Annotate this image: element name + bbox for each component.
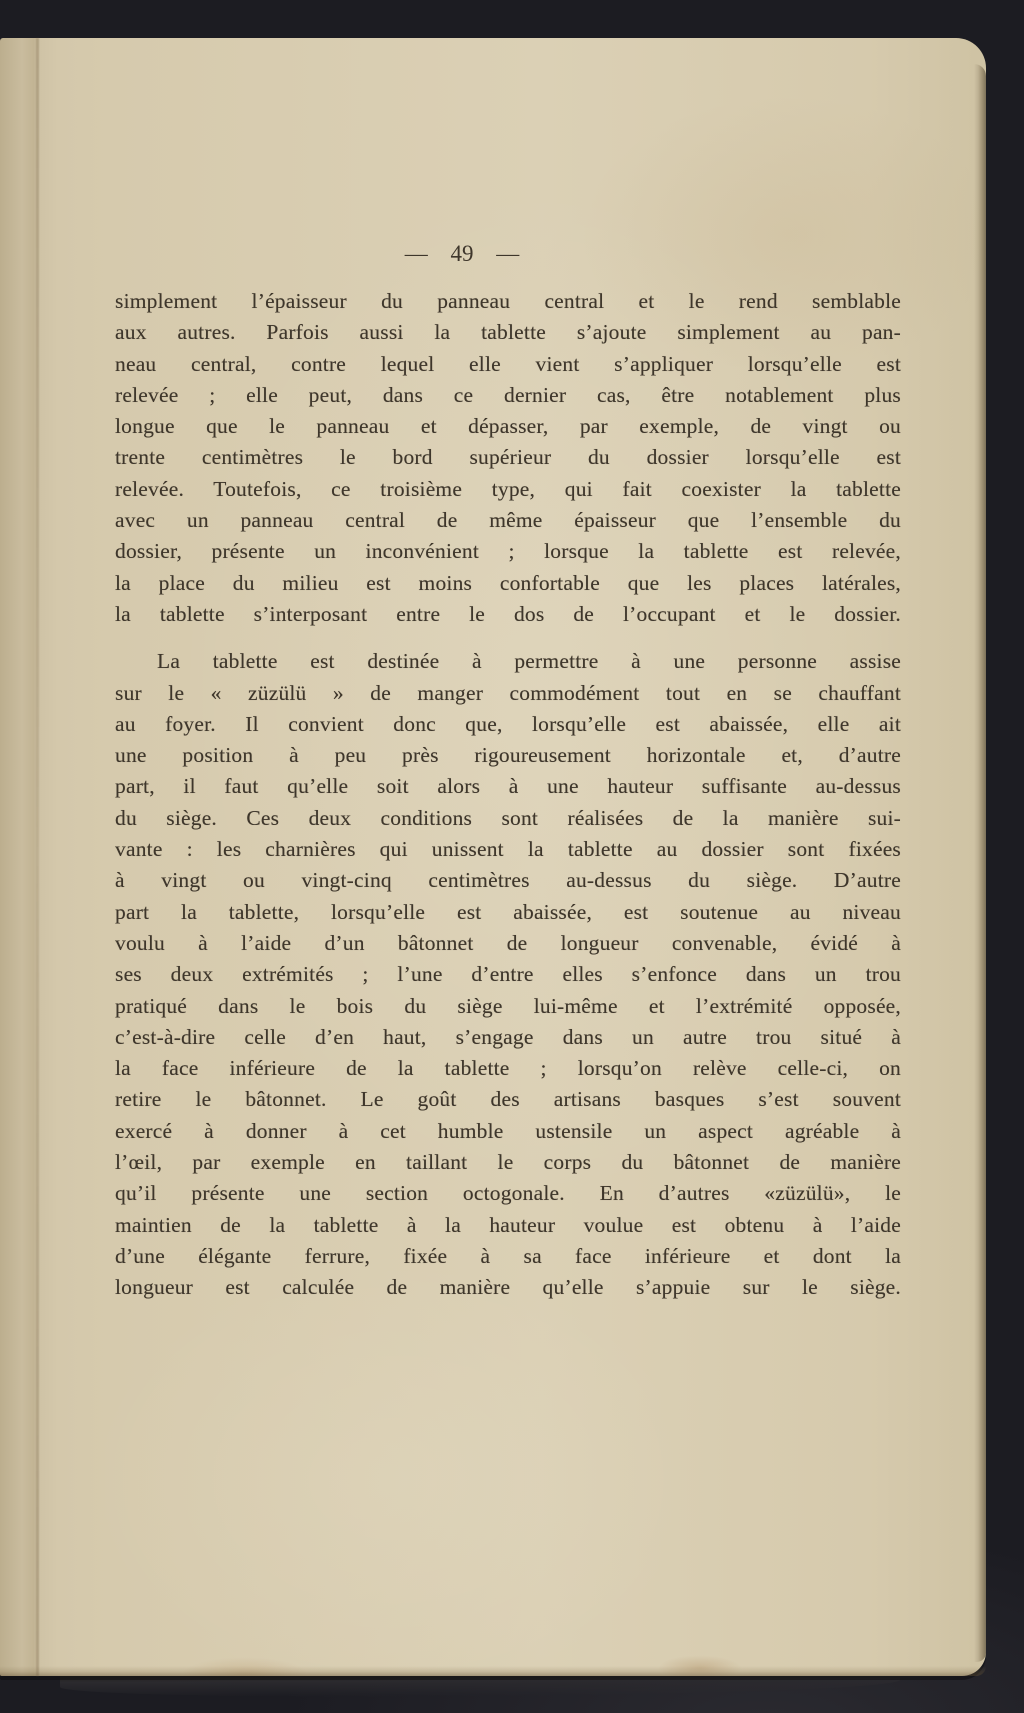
text-line: voulu à l’aide d’un bâtonnet de longueur convenable, évidé à <box>115 930 901 955</box>
text-line: pratiqué dans le bois du siège lui-même et l’extrémité opposée, <box>115 993 901 1018</box>
body-text <box>115 286 901 1304</box>
text-line: dossier, présente un inconvénient ; lorsque la tablette est relevée, <box>115 539 901 564</box>
text-line: relevée ; elle peut, dans ce dernier cas, être notablement plus <box>115 382 901 407</box>
text-line: La tablette est destinée à permettre à une personne assise <box>157 649 901 674</box>
text-line: exercé à donner à cet humble ustensile un aspect agréable à <box>115 1118 901 1143</box>
paragraph <box>115 646 901 1303</box>
text-line: relevée. Toutefois, ce troisième type, qui fait coexister la tablette <box>115 476 901 501</box>
page-bottom-edge <box>0 1666 986 1676</box>
text-line: d’une élégante ferrure, fixée à sa face inférieure et dont la <box>115 1243 901 1268</box>
text-line: trente centimètres le bord supérieur du dossier lorsqu’elle est <box>115 445 901 470</box>
text-line: une position à peu près rigoureusement horizontale et, d’autre <box>115 743 901 768</box>
text-line: c’est-à-dire celle d’en haut, s’engage dans un autre trou situé à <box>115 1024 901 1049</box>
page-stack-edge <box>974 64 986 1662</box>
page-content <box>115 238 901 1304</box>
page-number: — 49 — <box>404 241 520 266</box>
text-line: ses deux extrémités ; l’une d’entre elles s’enfonce dans un trou <box>115 962 901 987</box>
book-page <box>0 38 986 1676</box>
text-line: neau central, contre lequel elle vient s’appliquer lorsqu’elle est <box>115 351 901 376</box>
text-line: maintien de la tablette à la hauteur voulue est obtenu à l’aide <box>115 1212 901 1237</box>
text-line: au foyer. Il convient donc que, lorsqu’elle est abaissée, elle ait <box>115 711 901 736</box>
text-line: sur le « züzülü » de manger commodément tout en se chauffant <box>115 680 901 705</box>
text-line: la tablette s’interposant entre le dos de l’occupant et le dossier. <box>115 601 901 626</box>
text-line: simplement l’épaisseur du panneau central et le rend semblable <box>115 289 901 313</box>
text-line: avec un panneau central de même épaisseur que l’ensemble du <box>115 508 901 533</box>
text-line: longue que le panneau et dépasser, par exemple, de vingt ou <box>115 414 901 439</box>
gutter-fold-crease <box>36 38 39 1676</box>
text-line: la place du milieu est moins confortable que les places latérales, <box>115 570 901 595</box>
text-line: vante : les charnières qui unissent la tablette au dossier sont fixées <box>115 837 901 862</box>
text-line: la face inférieure de la tablette ; lorsqu’on relève celle-ci, on <box>115 1056 901 1081</box>
text-line: aux autres. Parfois aussi la tablette s’ajoute simplement au pan- <box>115 320 901 345</box>
text-line: qu’il présente une section octogonale. En d’autres «züzülü», le <box>115 1181 901 1206</box>
text-line: du siège. Ces deux conditions sont réalisées de la manière sui- <box>115 805 901 830</box>
text-line: à vingt ou vingt-cinq centimètres au-dessus du siège. D’autre <box>115 868 901 893</box>
text-line: longueur est calculée de manière qu’elle s’appuie sur le siège. <box>115 1275 901 1300</box>
text-line: l’œil, par exemple en taillant le corps du bâtonnet de manière <box>115 1150 901 1175</box>
text-line: retire le bâtonnet. Le goût des artisans basques s’est souvent <box>115 1087 901 1112</box>
text-line: part, il faut qu’elle soit alors à une hauteur suffisante au-dessus <box>115 774 901 799</box>
text-line: part la tablette, lorsqu’elle est abaissée, est soutenue au niveau <box>115 899 901 924</box>
paragraph <box>115 286 901 630</box>
